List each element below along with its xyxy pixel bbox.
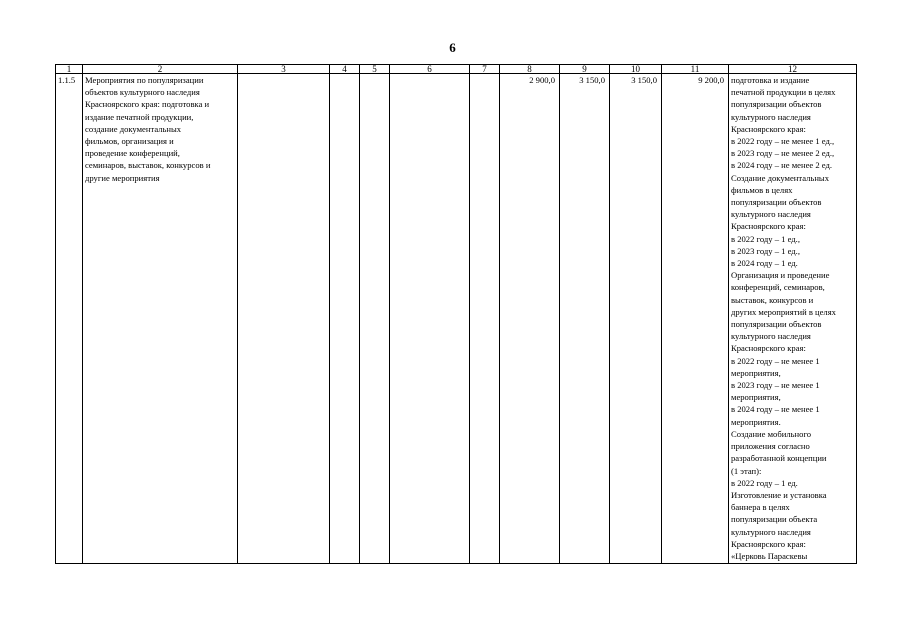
text-line: Красноярского края: — [731, 343, 806, 354]
header-cell: 7 — [470, 65, 500, 74]
empty-cell — [390, 74, 470, 564]
text-line: культурного наследия — [731, 209, 811, 220]
amount-2022-cell: 2 900,0 — [500, 74, 560, 564]
text-line: популяризации объекта — [731, 514, 818, 525]
header-cell: 11 — [662, 65, 729, 74]
text-line: других мероприятий в целях — [731, 306, 836, 317]
header-cell: 2 — [83, 65, 238, 74]
text-line: Организация и проведение — [731, 270, 830, 281]
header-cell: 6 — [390, 65, 470, 74]
text-line: конференций, семинаров, — [731, 282, 825, 293]
text-line: культурного наследия — [731, 331, 811, 342]
text-line: (1 этап): — [731, 465, 762, 476]
amount-2024-cell: 3 150,0 — [610, 74, 662, 564]
item-number-cell: 1.1.5 — [56, 74, 83, 564]
text-line: «Церковь Параскевы — [731, 550, 808, 561]
text-line: Создание документальных — [731, 172, 830, 183]
text-line: в 2024 году – не менее 1 — [731, 404, 820, 415]
text-line: объектов культурного наследия — [85, 87, 200, 98]
text-line: Создание мобильного — [731, 428, 812, 439]
table-row — [56, 74, 857, 564]
text-line: мероприятия. — [731, 416, 781, 427]
empty-cell — [238, 74, 330, 564]
header-cell: 5 — [360, 65, 390, 74]
text-line: семинаров, выставок, конкурсов и — [85, 160, 211, 171]
page-number: 6 — [449, 40, 456, 55]
empty-cell — [470, 74, 500, 564]
text-line: Красноярского края: подготовка и — [85, 99, 210, 110]
text-line: Красноярского края: — [731, 123, 806, 134]
text-line: подготовка и издание — [731, 75, 810, 85]
text-line: выставок, конкурсов и — [731, 294, 814, 305]
text-line: разработанной концепции — [731, 453, 827, 464]
text-line: создание документальных — [85, 123, 182, 134]
amount-total-cell: 9 200,0 — [662, 74, 729, 564]
text-line: культурного наследия — [731, 526, 811, 537]
text-line: Красноярского края: — [731, 538, 806, 549]
text-line: Мероприятия по популяризации — [85, 75, 204, 85]
expected-result-cell — [729, 74, 857, 564]
text-line: в 2024 году – 1 ед. — [731, 258, 798, 269]
header-cell: 3 — [238, 65, 330, 74]
text-line: культурного наследия — [731, 111, 811, 122]
text-line: популяризации объектов — [731, 197, 822, 208]
text-line: другие мероприятия — [85, 172, 160, 183]
text-line: в 2022 году – 1 ед., — [731, 233, 800, 244]
text-line: мероприятия, — [731, 367, 781, 378]
text-line: мероприятия, — [731, 392, 781, 403]
text-line: баннера в целях — [731, 502, 790, 513]
text-line: Красноярского края: — [731, 221, 806, 232]
header-cell: 1 — [56, 65, 83, 74]
text-line: приложения согласно — [731, 441, 810, 452]
header-cell: 9 — [560, 65, 610, 74]
text-line: в 2023 году – не менее 2 ед., — [731, 148, 835, 159]
header-cell: 10 — [610, 65, 662, 74]
header-cell: 8 — [500, 65, 560, 74]
activity-name-cell — [83, 74, 238, 564]
text-line: популяризации объектов — [731, 319, 822, 330]
text-line: в 2022 году – 1 ед. — [731, 477, 798, 488]
text-line: в 2023 году – не менее 1 — [731, 380, 820, 391]
empty-cell — [330, 74, 360, 564]
text-line: в 2022 году – не менее 1 ед., — [731, 136, 835, 147]
text-line: издание печатной продукции, — [85, 111, 194, 122]
text-line: печатной продукции в целях — [731, 87, 836, 98]
text-line: фильмов, организация и — [85, 136, 174, 147]
amount-2023-cell: 3 150,0 — [560, 74, 610, 564]
program-table — [55, 64, 857, 564]
text-line: популяризации объектов — [731, 99, 822, 110]
header-row — [56, 65, 857, 74]
text-line: проведение конференций, — [85, 148, 180, 159]
text-line: фильмов в целях — [731, 184, 793, 195]
header-cell: 12 — [729, 65, 857, 74]
empty-cell — [360, 74, 390, 564]
header-cell: 4 — [330, 65, 360, 74]
text-line: в 2022 году – не менее 1 — [731, 355, 820, 366]
text-line: Изготовление и установка — [731, 489, 827, 500]
text-line: в 2024 году – не менее 2 ед. — [731, 160, 833, 171]
text-line: в 2023 году – 1 ед., — [731, 245, 800, 256]
